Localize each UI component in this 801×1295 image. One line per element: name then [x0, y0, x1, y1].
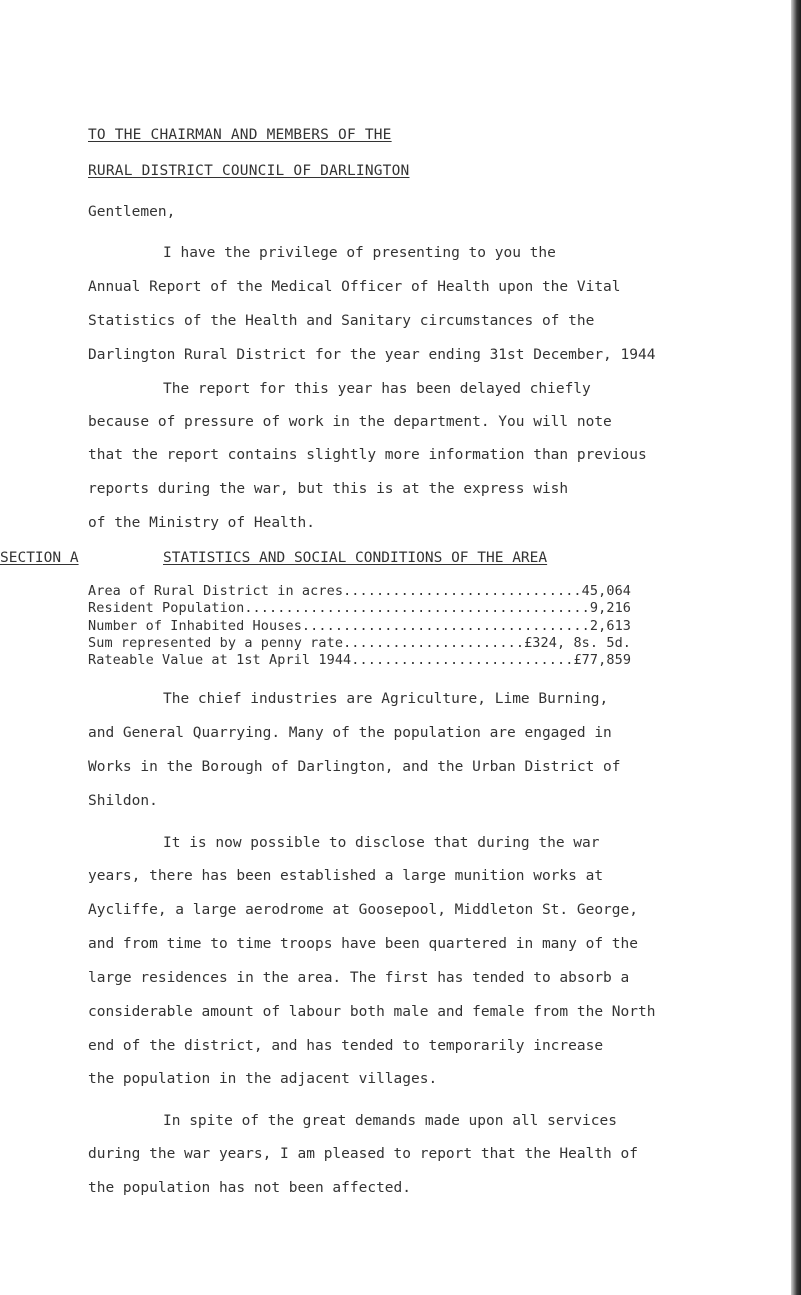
para3-line: large residences in the area. The first has tended to absorb a: [88, 970, 630, 986]
dot-leader: .............................: [343, 583, 582, 599]
title-line-2: RURAL DISTRICT COUNCIL OF DARLINGTON: [88, 163, 410, 179]
para3-line: end of the district, and has tended to temporarily increase: [88, 1038, 604, 1054]
para1-line: I have the privilege of presenting to you the: [163, 245, 556, 261]
dot-leader: ......................: [343, 635, 525, 651]
para1-line: that the report contains slightly more information than previous: [88, 447, 647, 463]
stat-value: £324, 8s. 5d.: [524, 635, 632, 651]
dot-leader: ...........................: [351, 652, 574, 668]
para1-line: Darlington Rural District for the year ending 31st December, 1944: [88, 347, 656, 363]
para3-line: It is now possible to disclose that during the war: [163, 835, 600, 851]
para1-line: Annual Report of the Medical Officer of Health upon the Vital: [88, 279, 621, 295]
stat-row: [88, 599, 631, 617]
para3-line: years, there has been established a large munition works at: [88, 868, 604, 884]
stat-value: 9,216: [589, 600, 632, 616]
para3-line: the population in the adjacent villages.: [88, 1071, 438, 1087]
para1-line: reports during the war, but this is at the express wish: [88, 481, 569, 497]
stat-label: Area of Rural District in acres: [88, 583, 344, 599]
section-heading: STATISTICS AND SOCIAL CONDITIONS OF THE AREA: [163, 550, 548, 566]
para4-line: the population has not been affected.: [88, 1180, 412, 1196]
stat-value: 2,613: [589, 618, 632, 634]
para3-line: Aycliffe, a large aerodrome at Goosepool, Middleton St. George,: [88, 902, 638, 918]
para1-line: of the Ministry of Health.: [88, 515, 315, 531]
stat-row: [88, 634, 631, 652]
para2-line: Works in the Borough of Darlington, and the Urban District of: [88, 759, 621, 775]
dot-leader: ...................................: [301, 618, 590, 634]
title-line-1: TO THE CHAIRMAN AND MEMBERS OF THE: [88, 127, 392, 143]
stat-row: [88, 582, 631, 600]
para1-line: because of pressure of work in the department. You will note: [88, 414, 612, 430]
dot-leader: ..........................................: [244, 600, 590, 616]
para2-line: The chief industries are Agriculture, Lime Burning,: [163, 691, 609, 707]
stat-label: Number of Inhabited Houses: [88, 618, 302, 634]
page-edge-shadow: [791, 0, 801, 1295]
para1-line: Statistics of the Health and Sanitary circumstances of the: [88, 313, 595, 329]
para3-line: considerable amount of labour both male and female from the North: [88, 1004, 656, 1020]
stat-label: Resident Population: [88, 600, 245, 616]
stat-value: 45,064: [581, 583, 632, 599]
stat-label: Rateable Value at 1st April 1944: [88, 652, 352, 668]
section-label: SECTION A: [0, 550, 79, 566]
para1-line: The report for this year has been delayed chiefly: [163, 381, 591, 397]
para3-line: and from time to time troops have been quartered in many of the: [88, 936, 638, 952]
stat-label: Sum represented by a penny rate: [88, 635, 344, 651]
salutation: Gentlemen,: [88, 204, 176, 220]
stat-row: [88, 617, 631, 635]
para4-line: In spite of the great demands made upon all services: [163, 1113, 617, 1129]
para2-line: and General Quarrying. Many of the population are engaged in: [88, 725, 612, 741]
stat-row: [88, 651, 631, 669]
para2-line: Shildon.: [88, 793, 158, 809]
para4-line: during the war years, I am pleased to report that the Health of: [88, 1146, 638, 1162]
stat-value: £77,859: [573, 652, 632, 668]
